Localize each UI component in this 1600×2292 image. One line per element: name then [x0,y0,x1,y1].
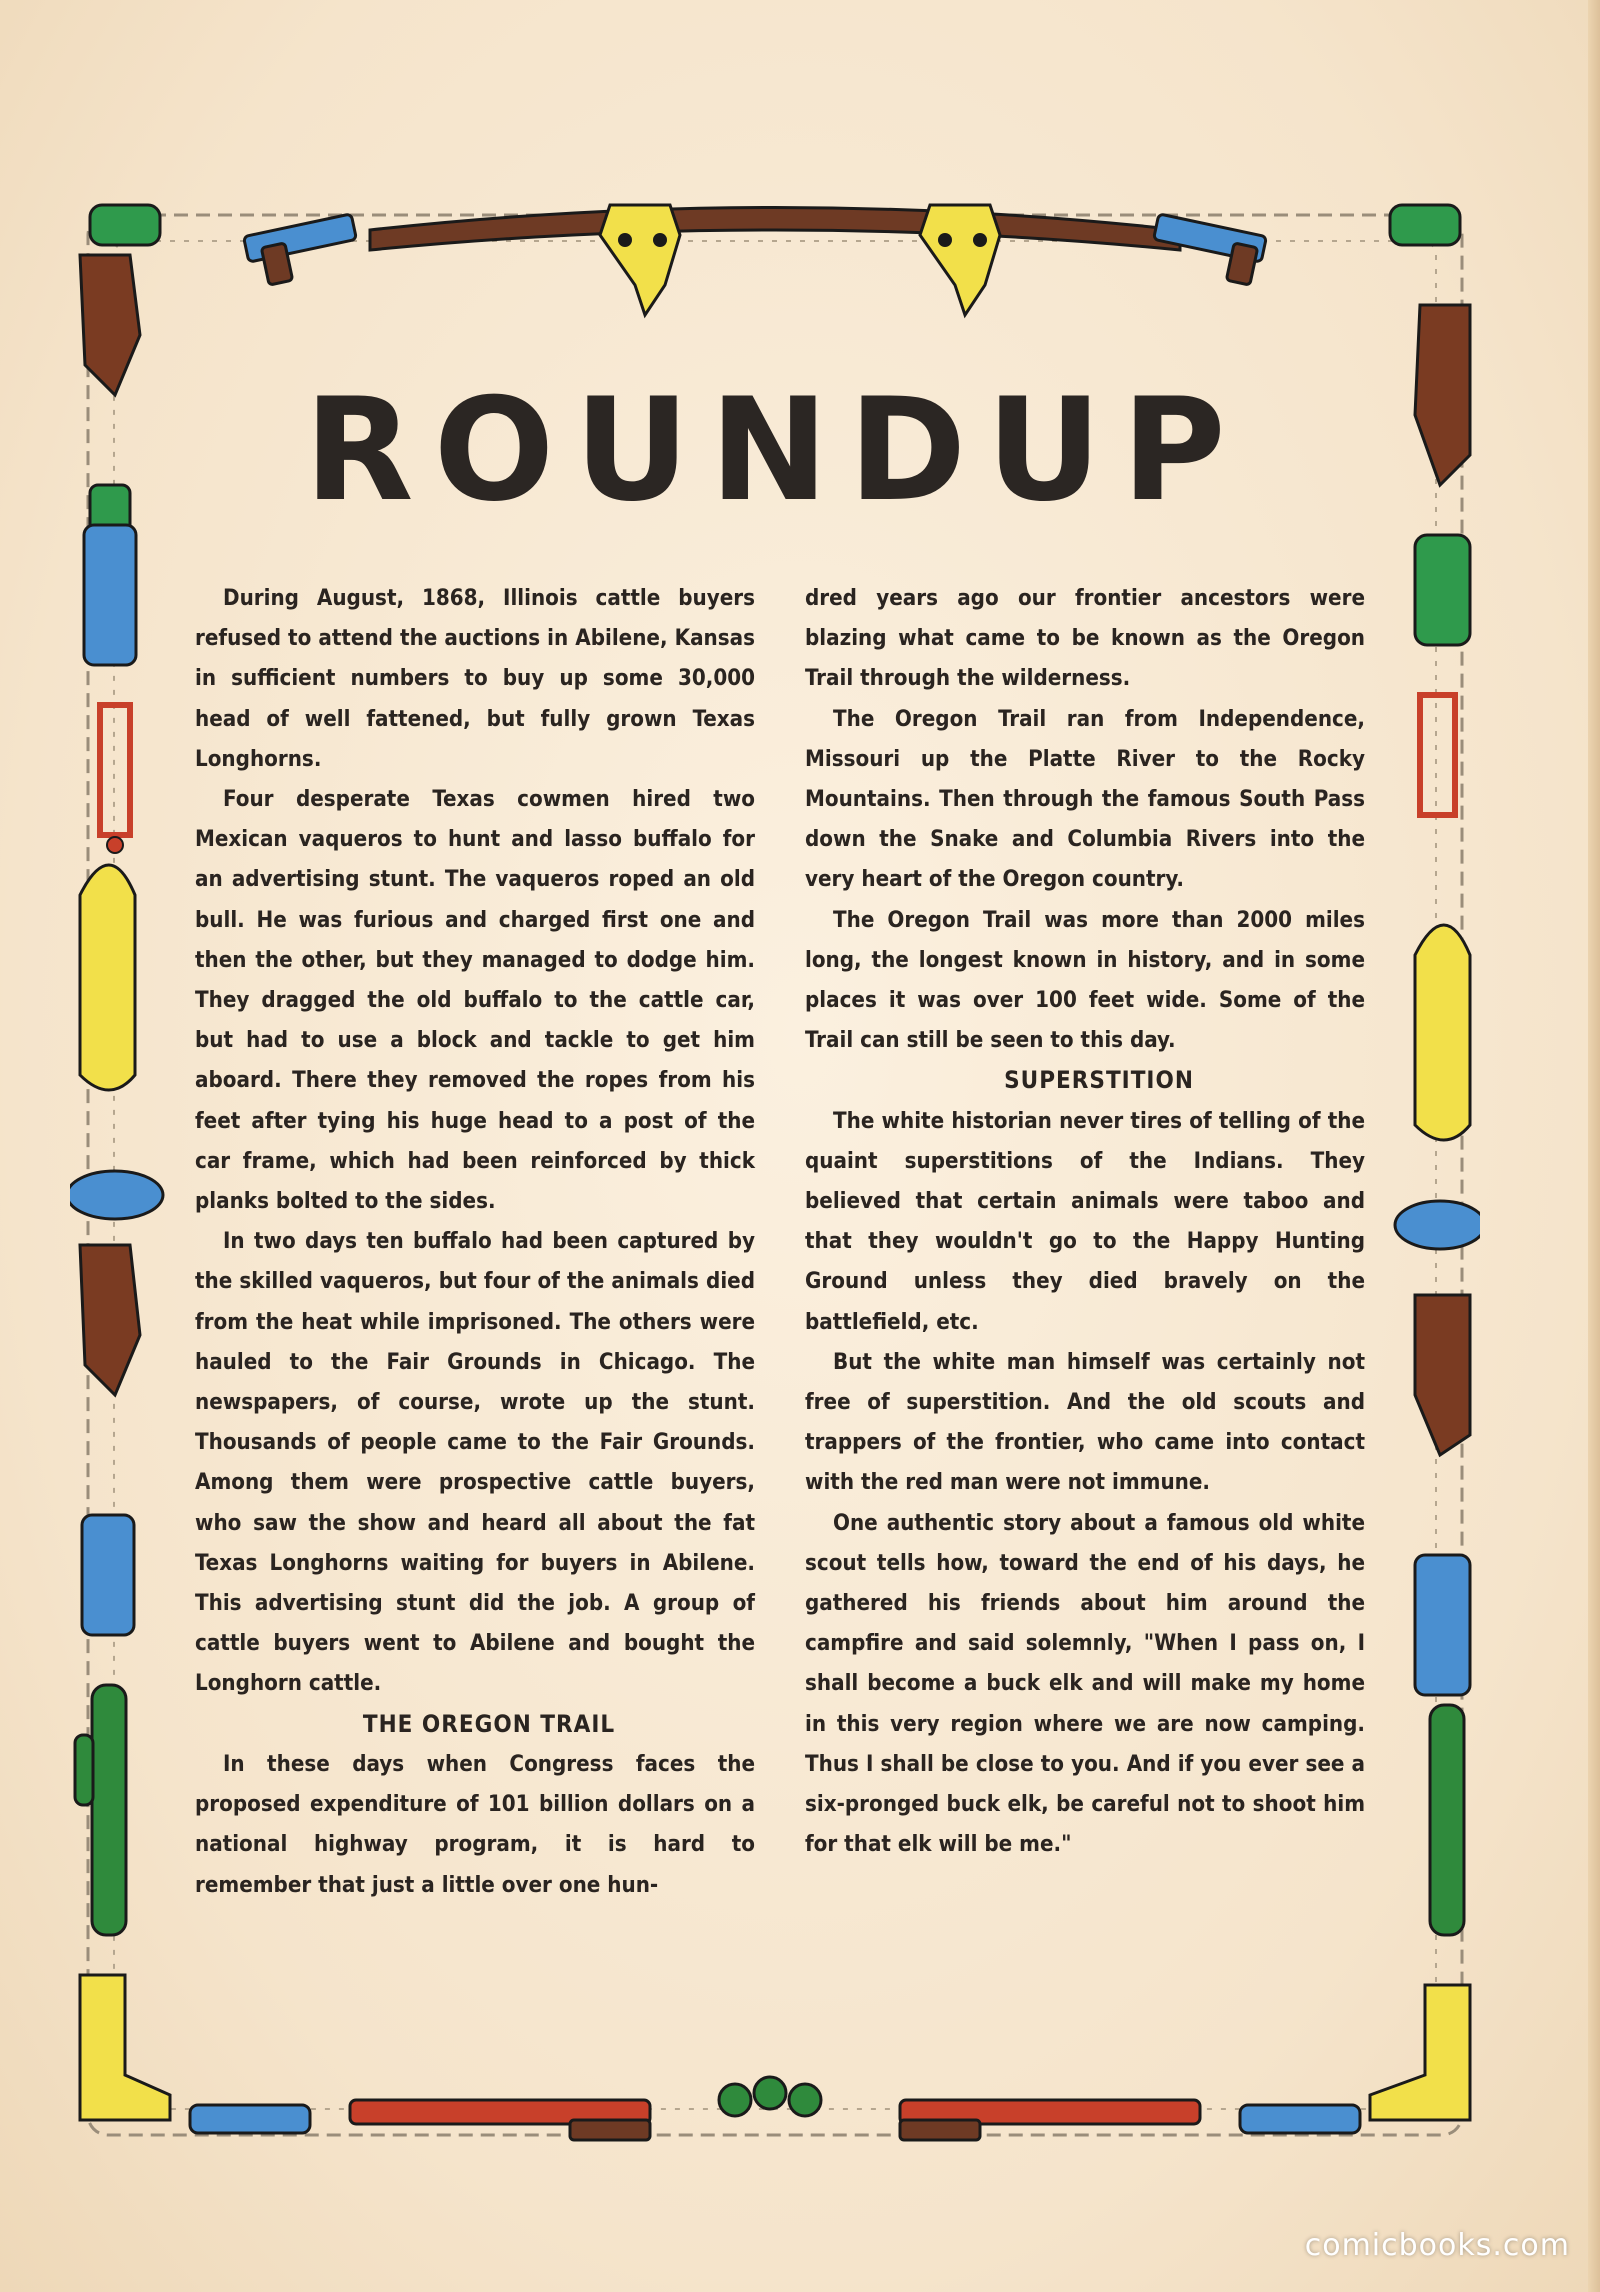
powder-horn-icon [80,865,135,1090]
paragraph: In two days ten buffalo had been captured by the skilled vaqueros, but four of the animals died from the heat while imprisoned. The others were hauled to the Fair Grounds in Chicago. The newspapers, of course, wrote up the stunt. Thousands of people came to the Fair Grounds. Among them were prospective cattle buyers, who saw the show and heard all about the fat Texas Longhorns waiting for buyers in Abilene. This advertising stunt did the job. A group of cattle buyers went to Abilene and bought the Longhorn cattle. [195,1228,755,1697]
section-heading-oregon-trail: THE OREGON TRAIL [362,1709,616,1738]
paragraph: In these days when Congress faces the proposed expenditure of 101 billion dollars on a national highway program, it is hard to remember that just a little over one hun- [195,1750,755,1898]
article-content [175,330,1375,2080]
paragraph: Four desperate Texas cowmen hired two Mexican vaqueros to hunt and lasso buffalo for an advertising stunt. The vaqueros roped an old bull. He was furious and charged first one and then the other, but they managed to dodge him. They dragged the old buffalo to the cattle car, but had to use a block and tackle to get him aboard. There they removed the ropes from his feet after tying his huge head to a post of the car frame, which had been reinforced by thick planks bolted to the sides. [195,786,755,1215]
steer-skull-icon [600,205,680,315]
paragraph: During August, 1868, Illinois cattle buyers refused to attend the auctions in Abilene, Kansas in sufficient numbers to buy up some 30,000 head of well fattened, but fully grown Texas Longhorns. [195,585,755,772]
powder-horn-icon [1415,925,1470,1140]
horse-head-icon [1415,305,1470,485]
top-border-items [90,205,1460,315]
cactus-icon [719,2077,821,2116]
section-heading-superstition: SUPERSTITION [1004,1066,1194,1095]
cactus-icon [75,1685,126,1935]
cowboy-hat-icon [70,1171,163,1219]
page-spine-edge [1588,0,1600,2292]
paragraph: One authentic story about a famous old white scout tells how, toward the end of his days, he gathered his friends about him around the campfire and said solemnly, "When I pass on, I shall become a buck elk and will make my home in this very region where we are now camping. Thus I shall be close to you. And if you ever see a six-pronged buck elk, be careful not to shoot him for that elk will be me." [805,1509,1365,1858]
bridle-icon [84,485,136,665]
site-watermark: comicbooks.com [1304,2228,1570,2263]
paragraph: But the white man himself was certainly not free of superstition. And the old scouts and trappers of the frontier, who came into contact with the red man were not immune. [805,1348,1365,1496]
paragraph: The Oregon Trail ran from Independence, Missouri up the Platte River to the Rocky Mountains. Then through the famous South Pass down the Snake and Columbia Rivers into the very heart of the Oregon country. [805,705,1365,893]
page-title: ROUNDUP [304,368,1246,533]
horse-head-icon [80,1245,140,1395]
spur-icon [1240,2105,1360,2133]
bridle-icon [1420,695,1455,815]
spur-icon [190,2105,310,2133]
paragraph-continued: dred years ago our frontier ancestors were blazing what came to be known as the Oregon Trail through the wilderness. [805,585,1365,692]
revolver-icon [82,1515,134,1635]
revolver-icon [243,214,356,285]
powder-horn-icon [90,205,160,245]
revolver-icon [1415,1555,1470,1695]
steer-skull-icon [920,205,1000,315]
boot-icon [1370,1985,1470,2120]
right-border-items [1370,305,1480,2120]
left-column [195,578,755,1905]
saddle-icon [1415,535,1470,645]
horse-head-icon [1415,1295,1470,1455]
paragraph: The Oregon Trail was more than 2000 miles long, the longest known in history, and in some places it was over 100 feet wide. Some of the Trail can still be seen to this day. [805,906,1365,1054]
rifle-icon [900,2100,1200,2140]
paragraph: The white historian never tires of telling of the quaint superstitions of the Indians. They believed that certain animals were taboo and that they wouldn't go to the Happy Hunting Ground unless they died bravely on the battlefield, etc. [805,1107,1365,1335]
right-column [805,578,1365,1865]
left-border-items [70,255,170,2120]
cowboy-hat-icon [1395,1201,1480,1249]
powder-horn-icon [1390,205,1460,245]
bottom-border-items [190,2077,1360,2140]
cactus-icon [1430,1705,1464,1935]
boot-icon [80,1975,170,2120]
